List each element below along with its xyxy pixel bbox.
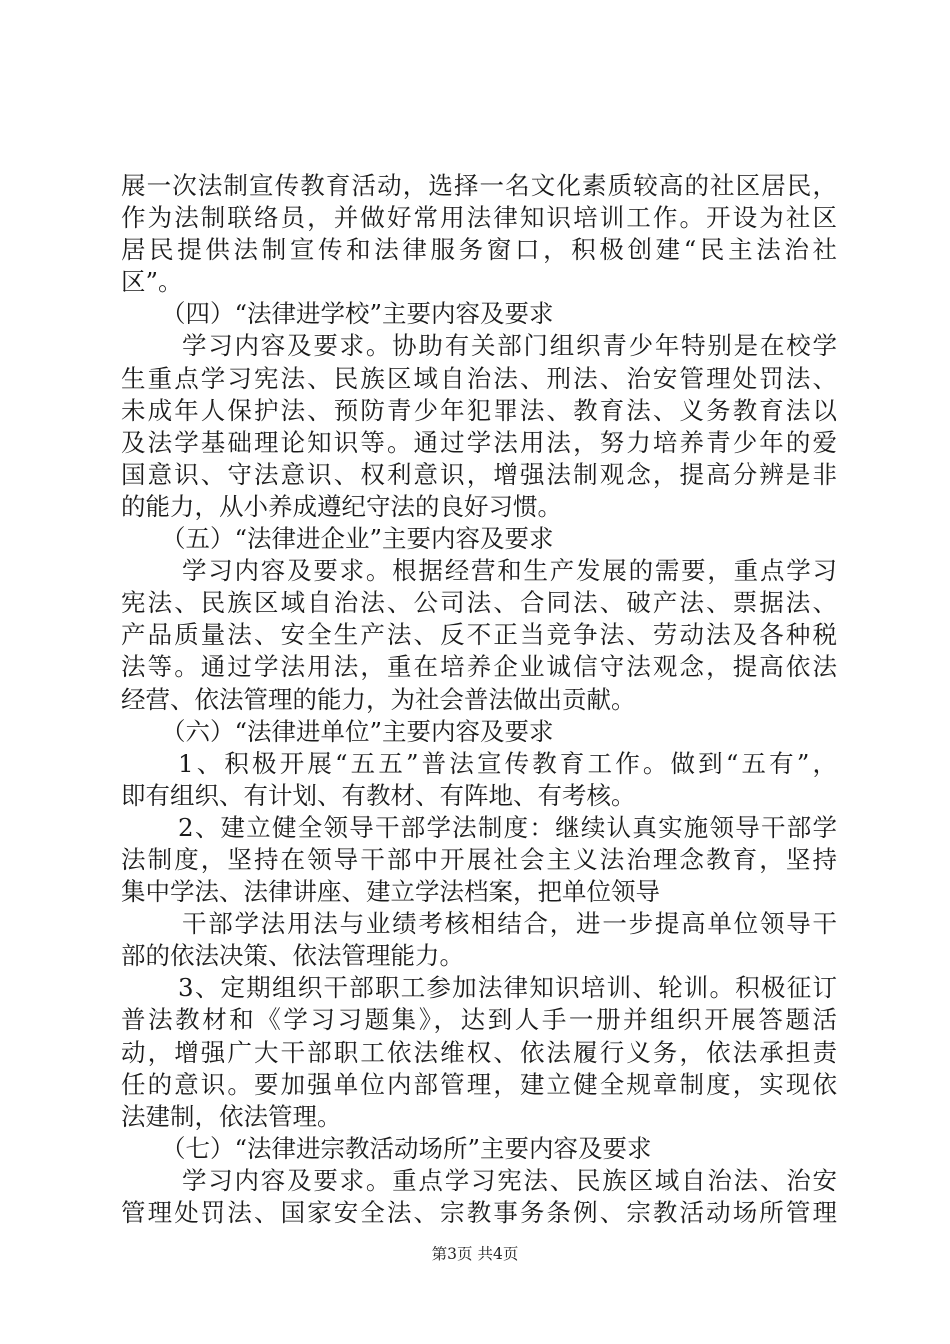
text-line: 2、建立健全领导干部学法制度：继续认真实施领导干部学 bbox=[178, 812, 837, 842]
text-line: 动，增强广大干部职工依法维权、依法履行义务，依法承担责 bbox=[121, 1037, 837, 1067]
text-line: （五）“法律进企业”主要内容及要求 bbox=[161, 524, 554, 554]
text-line: 法等。通过学法用法，重在培养企业诚信守法观念，提高依法 bbox=[121, 652, 837, 682]
text-line: 国意识、守法意识、权利意识，增强法制观念，提高分辨是非 bbox=[121, 459, 837, 489]
text-line: 1、积极开展“五五”普法宣传教育工作。做到“五有”， bbox=[178, 748, 837, 778]
text-line: 及法学基础理论知识等。通过学法用法，努力培养青少年的爱 bbox=[121, 427, 837, 457]
text-line: 作为法制联络员，并做好常用法律知识培训工作。开设为社区 bbox=[121, 203, 837, 233]
text-line: 经营、依法管理的能力，为社会普法做出贡献。 bbox=[121, 684, 636, 714]
text-line: 展一次法制宣传教育活动，选择一名文化素质较高的社区居民， bbox=[121, 171, 837, 200]
text-line: 未成年人保护法、预防青少年犯罪法、教育法、义务教育法以 bbox=[121, 395, 837, 425]
text-line: 生重点学习宪法、民族区域自治法、刑法、治安管理处罚法、 bbox=[121, 363, 837, 393]
text-line: 学习内容及要求。根据经营和生产发展的需要，重点学习 bbox=[182, 556, 837, 586]
text-line: 区”。 bbox=[121, 267, 183, 297]
text-line: 宪法、民族区域自治法、公司法、合同法、破产法、票据法、 bbox=[121, 588, 837, 618]
text-line: 集中学法、法律讲座、建立学法档案，把单位领导 bbox=[121, 877, 660, 907]
text-line: （四）“法律进学校”主要内容及要求 bbox=[161, 299, 554, 329]
text-line: 产品质量法、安全生产法、反不正当竞争法、劳动法及各种税 bbox=[121, 620, 837, 650]
text-line: 任的意识。要加强单位内部管理，建立健全规章制度，实现依 bbox=[121, 1069, 837, 1099]
document-body bbox=[121, 170, 837, 1229]
text-line: （六）“法律进单位”主要内容及要求 bbox=[161, 716, 554, 746]
text-line: 法建制，依法管理。 bbox=[121, 1101, 342, 1131]
text-line: 的能力，从小养成遵纪守法的良好习惯。 bbox=[121, 491, 562, 521]
text-line: 部的依法决策、依法管理能力。 bbox=[121, 941, 464, 971]
text-line: 居民提供法制宣传和法律服务窗口，积极创建“民主法治社 bbox=[121, 235, 837, 265]
page-footer: 第3页 共4页 bbox=[431, 1245, 519, 1263]
text-line: （七）“法律进宗教活动场所”主要内容及要求 bbox=[161, 1133, 652, 1163]
text-line: 3、定期组织干部职工参加法律知识培训、轮训。积极征订 bbox=[178, 973, 837, 1003]
text-line: 法制度，坚持在领导干部中开展社会主义法治理念教育，坚持 bbox=[121, 844, 837, 874]
text-line: 干部学法用法与业绩考核相结合，进一步提高单位领导干 bbox=[182, 909, 837, 939]
text-line: 学习内容及要求。重点学习宪法、民族区域自治法、治安 bbox=[182, 1165, 837, 1195]
text-line: 普法教材和《学习习题集》，达到人手一册并组织开展答题活 bbox=[121, 1005, 837, 1035]
text-line: 学习内容及要求。协助有关部门组织青少年特别是在校学 bbox=[182, 331, 837, 361]
text-line: 即有组织、有计划、有教材、有阵地、有考核。 bbox=[121, 780, 636, 810]
text-line: 管理处罚法、国家安全法、宗教事务条例、宗教活动场所管理 bbox=[121, 1198, 837, 1227]
